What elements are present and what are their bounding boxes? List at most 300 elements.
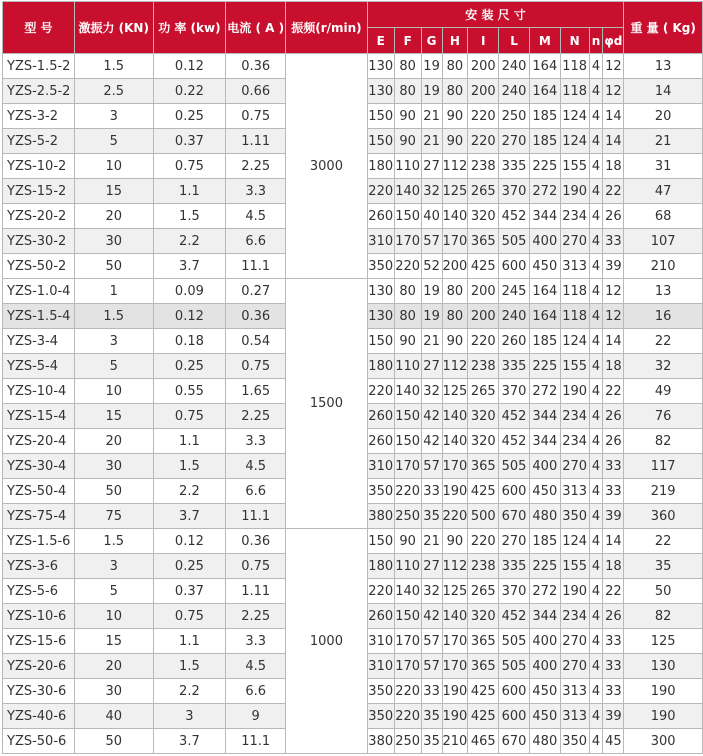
weight-cell: 14	[624, 79, 703, 104]
dim-phi-d-cell: 26	[603, 429, 624, 454]
weight-cell: 47	[624, 179, 703, 204]
weight-cell: 117	[624, 454, 703, 479]
dim-f-cell: 90	[394, 329, 421, 354]
dim-e-cell: 130	[367, 54, 394, 79]
dim-f-cell: 250	[394, 504, 421, 529]
dim-m-cell: 272	[529, 179, 560, 204]
dim-phi-d-cell: 26	[603, 604, 624, 629]
dim-g-cell: 21	[421, 529, 442, 554]
power-cell: 3	[153, 704, 226, 729]
power-cell: 3.7	[153, 504, 226, 529]
frequency-cell: 3000	[286, 54, 368, 279]
force-cell: 15	[74, 629, 153, 654]
dim-phi-d-cell: 33	[603, 654, 624, 679]
dim-m-cell: 164	[529, 304, 560, 329]
model-cell: YZS-1.0-4	[3, 279, 75, 304]
force-cell: 20	[74, 429, 153, 454]
power-cell: 0.12	[153, 304, 226, 329]
dim-i-cell: 465	[468, 729, 499, 754]
power-cell: 0.18	[153, 329, 226, 354]
dim-l-cell: 505	[499, 229, 530, 254]
force-cell: 15	[74, 404, 153, 429]
current-cell: 3.3	[226, 179, 286, 204]
force-cell: 20	[74, 204, 153, 229]
model-cell: YZS-1.5-4	[3, 304, 75, 329]
force-cell: 5	[74, 354, 153, 379]
dim-h-cell: 125	[442, 179, 468, 204]
header-install-dimensions: 安 装 尺 寸	[367, 2, 624, 28]
force-cell: 5	[74, 579, 153, 604]
dim-g-cell: 21	[421, 329, 442, 354]
dim-h-cell: 125	[442, 379, 468, 404]
dim-f-cell: 220	[394, 704, 421, 729]
dim-e-cell: 150	[367, 104, 394, 129]
model-cell: YZS-50-2	[3, 254, 75, 279]
force-cell: 2.5	[74, 79, 153, 104]
dim-i-cell: 500	[468, 504, 499, 529]
dim-l-cell: 240	[499, 54, 530, 79]
dim-m-cell: 185	[529, 329, 560, 354]
dim-f-cell: 220	[394, 679, 421, 704]
dim-i-cell: 238	[468, 554, 499, 579]
dim-m-cell: 164	[529, 279, 560, 304]
dim-h-cell: 80	[442, 279, 468, 304]
dim-e-cell: 380	[367, 504, 394, 529]
force-cell: 30	[74, 679, 153, 704]
dim-n-count-cell: 4	[589, 729, 603, 754]
dim-n-count-cell: 4	[589, 204, 603, 229]
dim-n-upper-cell: 190	[560, 179, 589, 204]
power-cell: 1.5	[153, 654, 226, 679]
dim-e-cell: 260	[367, 429, 394, 454]
dim-m-cell: 164	[529, 79, 560, 104]
dim-f-cell: 220	[394, 254, 421, 279]
weight-cell: 190	[624, 704, 703, 729]
frequency-cell: 1000	[286, 529, 368, 754]
current-cell: 4.5	[226, 454, 286, 479]
weight-cell: 125	[624, 629, 703, 654]
dim-l-cell: 245	[499, 279, 530, 304]
dim-m-cell: 400	[529, 629, 560, 654]
power-cell: 3.7	[153, 729, 226, 754]
dim-n-count-cell: 4	[589, 679, 603, 704]
dim-i-cell: 238	[468, 154, 499, 179]
header-dim-f: F	[394, 28, 421, 54]
dim-phi-d-cell: 33	[603, 629, 624, 654]
header-dim-i: I	[468, 28, 499, 54]
current-cell: 11.1	[226, 729, 286, 754]
dim-l-cell: 370	[499, 579, 530, 604]
dim-m-cell: 225	[529, 554, 560, 579]
dim-phi-d-cell: 14	[603, 104, 624, 129]
power-cell: 0.12	[153, 54, 226, 79]
dim-i-cell: 265	[468, 579, 499, 604]
weight-cell: 22	[624, 329, 703, 354]
dim-i-cell: 265	[468, 379, 499, 404]
dim-m-cell: 450	[529, 679, 560, 704]
dim-i-cell: 320	[468, 404, 499, 429]
spec-table-container	[2, 1, 703, 754]
dim-g-cell: 57	[421, 454, 442, 479]
dim-f-cell: 150	[394, 404, 421, 429]
table-row	[3, 529, 703, 554]
dim-e-cell: 130	[367, 79, 394, 104]
power-cell: 0.25	[153, 354, 226, 379]
dim-n-upper-cell: 313	[560, 704, 589, 729]
model-cell: YZS-10-4	[3, 379, 75, 404]
dim-f-cell: 80	[394, 279, 421, 304]
dim-i-cell: 200	[468, 79, 499, 104]
dim-g-cell: 52	[421, 254, 442, 279]
power-cell: 2.2	[153, 229, 226, 254]
current-cell: 6.6	[226, 229, 286, 254]
dim-n-upper-cell: 124	[560, 529, 589, 554]
dim-f-cell: 140	[394, 379, 421, 404]
dim-m-cell: 185	[529, 529, 560, 554]
dim-n-count-cell: 4	[589, 79, 603, 104]
power-cell: 1.1	[153, 429, 226, 454]
dim-g-cell: 19	[421, 304, 442, 329]
dim-phi-d-cell: 14	[603, 529, 624, 554]
dim-g-cell: 33	[421, 679, 442, 704]
dim-h-cell: 140	[442, 404, 468, 429]
header-power: 功 率 (kw)	[153, 2, 226, 54]
dim-f-cell: 80	[394, 54, 421, 79]
dim-n-upper-cell: 118	[560, 304, 589, 329]
dim-h-cell: 140	[442, 604, 468, 629]
force-cell: 10	[74, 379, 153, 404]
dim-phi-d-cell: 14	[603, 329, 624, 354]
dim-f-cell: 170	[394, 229, 421, 254]
model-cell: YZS-15-2	[3, 179, 75, 204]
dim-l-cell: 270	[499, 529, 530, 554]
header-frequency: 振频(r/min)	[286, 2, 368, 54]
dim-l-cell: 452	[499, 604, 530, 629]
dim-f-cell: 80	[394, 304, 421, 329]
dim-i-cell: 425	[468, 254, 499, 279]
model-cell: YZS-5-6	[3, 579, 75, 604]
model-cell: YZS-75-4	[3, 504, 75, 529]
weight-cell: 82	[624, 604, 703, 629]
power-cell: 0.37	[153, 579, 226, 604]
dim-g-cell: 19	[421, 54, 442, 79]
model-cell: YZS-5-4	[3, 354, 75, 379]
dim-n-upper-cell: 313	[560, 254, 589, 279]
dim-n-count-cell: 4	[589, 629, 603, 654]
dim-e-cell: 220	[367, 579, 394, 604]
dim-l-cell: 240	[499, 304, 530, 329]
dim-n-upper-cell: 155	[560, 354, 589, 379]
dim-n-count-cell: 4	[589, 504, 603, 529]
force-cell: 3	[74, 554, 153, 579]
dim-f-cell: 170	[394, 629, 421, 654]
weight-cell: 49	[624, 379, 703, 404]
dim-phi-d-cell: 12	[603, 304, 624, 329]
dim-e-cell: 220	[367, 379, 394, 404]
dim-i-cell: 320	[468, 429, 499, 454]
dim-n-upper-cell: 155	[560, 154, 589, 179]
dim-phi-d-cell: 33	[603, 454, 624, 479]
dim-l-cell: 505	[499, 454, 530, 479]
dim-e-cell: 180	[367, 154, 394, 179]
dim-i-cell: 365	[468, 454, 499, 479]
current-cell: 3.3	[226, 629, 286, 654]
power-cell: 1.1	[153, 629, 226, 654]
power-cell: 2.2	[153, 479, 226, 504]
model-cell: YZS-1.5-2	[3, 54, 75, 79]
power-cell: 1.5	[153, 204, 226, 229]
dim-n-count-cell: 4	[589, 279, 603, 304]
dim-n-count-cell: 4	[589, 404, 603, 429]
power-cell: 0.37	[153, 129, 226, 154]
force-cell: 20	[74, 654, 153, 679]
force-cell: 40	[74, 704, 153, 729]
dim-n-upper-cell: 190	[560, 379, 589, 404]
force-cell: 30	[74, 229, 153, 254]
dim-g-cell: 35	[421, 729, 442, 754]
dim-f-cell: 110	[394, 354, 421, 379]
dim-phi-d-cell: 12	[603, 79, 624, 104]
dim-l-cell: 505	[499, 629, 530, 654]
dim-l-cell: 335	[499, 154, 530, 179]
weight-cell: 50	[624, 579, 703, 604]
model-cell: YZS-2.5-2	[3, 79, 75, 104]
dim-e-cell: 260	[367, 204, 394, 229]
weight-cell: 13	[624, 54, 703, 79]
table-row	[3, 54, 703, 79]
dim-h-cell: 112	[442, 554, 468, 579]
dim-h-cell: 190	[442, 704, 468, 729]
dim-e-cell: 150	[367, 129, 394, 154]
weight-cell: 16	[624, 304, 703, 329]
dim-h-cell: 90	[442, 329, 468, 354]
dim-n-upper-cell: 350	[560, 729, 589, 754]
dim-f-cell: 90	[394, 129, 421, 154]
dim-l-cell: 505	[499, 654, 530, 679]
dim-n-count-cell: 4	[589, 704, 603, 729]
power-cell: 0.09	[153, 279, 226, 304]
dim-i-cell: 425	[468, 479, 499, 504]
weight-cell: 32	[624, 354, 703, 379]
power-cell: 0.55	[153, 379, 226, 404]
dim-i-cell: 425	[468, 704, 499, 729]
force-cell: 5	[74, 129, 153, 154]
dim-n-count-cell: 4	[589, 579, 603, 604]
dim-g-cell: 40	[421, 204, 442, 229]
dim-n-upper-cell: 350	[560, 504, 589, 529]
dim-l-cell: 670	[499, 504, 530, 529]
power-cell: 1.5	[153, 454, 226, 479]
dim-n-count-cell: 4	[589, 304, 603, 329]
dim-n-count-cell: 4	[589, 479, 603, 504]
dim-e-cell: 310	[367, 654, 394, 679]
force-cell: 1.5	[74, 529, 153, 554]
dim-f-cell: 80	[394, 79, 421, 104]
dim-f-cell: 150	[394, 429, 421, 454]
dim-n-upper-cell: 270	[560, 654, 589, 679]
dim-h-cell: 90	[442, 129, 468, 154]
header-dim-l: L	[499, 28, 530, 54]
dim-f-cell: 250	[394, 729, 421, 754]
dim-f-cell: 90	[394, 104, 421, 129]
current-cell: 1.11	[226, 579, 286, 604]
dim-g-cell: 27	[421, 154, 442, 179]
dim-g-cell: 21	[421, 104, 442, 129]
force-cell: 50	[74, 729, 153, 754]
dim-n-upper-cell: 270	[560, 229, 589, 254]
header-dim-phi-d: φd	[603, 28, 624, 54]
dim-phi-d-cell: 12	[603, 279, 624, 304]
dim-phi-d-cell: 22	[603, 379, 624, 404]
dim-m-cell: 480	[529, 729, 560, 754]
dim-e-cell: 260	[367, 404, 394, 429]
dim-m-cell: 450	[529, 479, 560, 504]
dim-n-count-cell: 4	[589, 454, 603, 479]
weight-cell: 82	[624, 429, 703, 454]
dim-n-count-cell: 4	[589, 354, 603, 379]
dim-l-cell: 370	[499, 179, 530, 204]
dim-phi-d-cell: 39	[603, 254, 624, 279]
weight-cell: 300	[624, 729, 703, 754]
dim-g-cell: 35	[421, 704, 442, 729]
dim-m-cell: 400	[529, 229, 560, 254]
dim-i-cell: 200	[468, 279, 499, 304]
model-cell: YZS-10-2	[3, 154, 75, 179]
dim-n-upper-cell: 155	[560, 554, 589, 579]
dim-i-cell: 220	[468, 529, 499, 554]
header-dim-e: E	[367, 28, 394, 54]
dim-m-cell: 344	[529, 429, 560, 454]
vibration-motor-spec-table	[2, 1, 703, 754]
dim-g-cell: 32	[421, 179, 442, 204]
dim-m-cell: 272	[529, 579, 560, 604]
current-cell: 0.66	[226, 79, 286, 104]
weight-cell: 35	[624, 554, 703, 579]
dim-h-cell: 190	[442, 679, 468, 704]
dim-n-upper-cell: 118	[560, 54, 589, 79]
dim-l-cell: 600	[499, 479, 530, 504]
dim-g-cell: 35	[421, 504, 442, 529]
dim-h-cell: 125	[442, 579, 468, 604]
dim-n-count-cell: 4	[589, 229, 603, 254]
dim-n-upper-cell: 270	[560, 454, 589, 479]
dim-phi-d-cell: 22	[603, 179, 624, 204]
dim-f-cell: 110	[394, 554, 421, 579]
dim-phi-d-cell: 22	[603, 579, 624, 604]
dim-e-cell: 350	[367, 479, 394, 504]
header-dim-g: G	[421, 28, 442, 54]
dim-phi-d-cell: 33	[603, 679, 624, 704]
dim-m-cell: 480	[529, 504, 560, 529]
dim-n-count-cell: 4	[589, 54, 603, 79]
dim-i-cell: 365	[468, 629, 499, 654]
dim-f-cell: 150	[394, 604, 421, 629]
dim-h-cell: 112	[442, 154, 468, 179]
dim-i-cell: 220	[468, 104, 499, 129]
dim-h-cell: 170	[442, 629, 468, 654]
dim-h-cell: 210	[442, 729, 468, 754]
dim-i-cell: 320	[468, 204, 499, 229]
force-cell: 3	[74, 104, 153, 129]
current-cell: 4.5	[226, 654, 286, 679]
weight-cell: 130	[624, 654, 703, 679]
dim-m-cell: 272	[529, 379, 560, 404]
model-cell: YZS-3-2	[3, 104, 75, 129]
header-model: 型 号	[3, 2, 75, 54]
dim-phi-d-cell: 33	[603, 229, 624, 254]
dim-f-cell: 140	[394, 579, 421, 604]
power-cell: 0.12	[153, 529, 226, 554]
dim-e-cell: 350	[367, 679, 394, 704]
dim-phi-d-cell: 14	[603, 129, 624, 154]
weight-cell: 20	[624, 104, 703, 129]
force-cell: 75	[74, 504, 153, 529]
dim-n-count-cell: 4	[589, 429, 603, 454]
dim-g-cell: 19	[421, 279, 442, 304]
dim-h-cell: 170	[442, 229, 468, 254]
dim-n-count-cell: 4	[589, 529, 603, 554]
power-cell: 0.25	[153, 104, 226, 129]
dim-n-upper-cell: 124	[560, 129, 589, 154]
dim-h-cell: 190	[442, 479, 468, 504]
dim-g-cell: 42	[421, 604, 442, 629]
current-cell: 0.75	[226, 354, 286, 379]
dim-g-cell: 27	[421, 354, 442, 379]
dim-l-cell: 670	[499, 729, 530, 754]
dim-i-cell: 365	[468, 229, 499, 254]
dim-i-cell: 365	[468, 654, 499, 679]
dim-n-count-cell: 4	[589, 129, 603, 154]
dim-phi-d-cell: 33	[603, 479, 624, 504]
model-cell: YZS-3-4	[3, 329, 75, 354]
table-header	[3, 2, 703, 54]
dim-m-cell: 344	[529, 204, 560, 229]
dim-n-count-cell: 4	[589, 604, 603, 629]
dim-g-cell: 57	[421, 629, 442, 654]
current-cell: 2.25	[226, 154, 286, 179]
dim-n-upper-cell: 118	[560, 279, 589, 304]
header-dim-n-upper: N	[560, 28, 589, 54]
dim-phi-d-cell: 45	[603, 729, 624, 754]
model-cell: YZS-15-4	[3, 404, 75, 429]
dim-g-cell: 32	[421, 379, 442, 404]
dim-e-cell: 130	[367, 304, 394, 329]
dim-n-count-cell: 4	[589, 154, 603, 179]
model-cell: YZS-20-2	[3, 204, 75, 229]
dim-f-cell: 170	[394, 654, 421, 679]
power-cell: 0.75	[153, 404, 226, 429]
dim-n-upper-cell: 124	[560, 329, 589, 354]
force-cell: 1	[74, 279, 153, 304]
dim-n-count-cell: 4	[589, 179, 603, 204]
header-dim-h: H	[442, 28, 468, 54]
dim-h-cell: 200	[442, 254, 468, 279]
current-cell: 0.75	[226, 104, 286, 129]
power-cell: 1.1	[153, 179, 226, 204]
dim-m-cell: 185	[529, 129, 560, 154]
dim-l-cell: 370	[499, 379, 530, 404]
force-cell: 30	[74, 454, 153, 479]
current-cell: 0.36	[226, 54, 286, 79]
dim-m-cell: 400	[529, 654, 560, 679]
header-dim-n-count: n	[589, 28, 603, 54]
dim-l-cell: 270	[499, 129, 530, 154]
weight-cell: 76	[624, 404, 703, 429]
current-cell: 0.54	[226, 329, 286, 354]
dim-m-cell: 344	[529, 604, 560, 629]
dim-m-cell: 225	[529, 154, 560, 179]
force-cell: 10	[74, 604, 153, 629]
